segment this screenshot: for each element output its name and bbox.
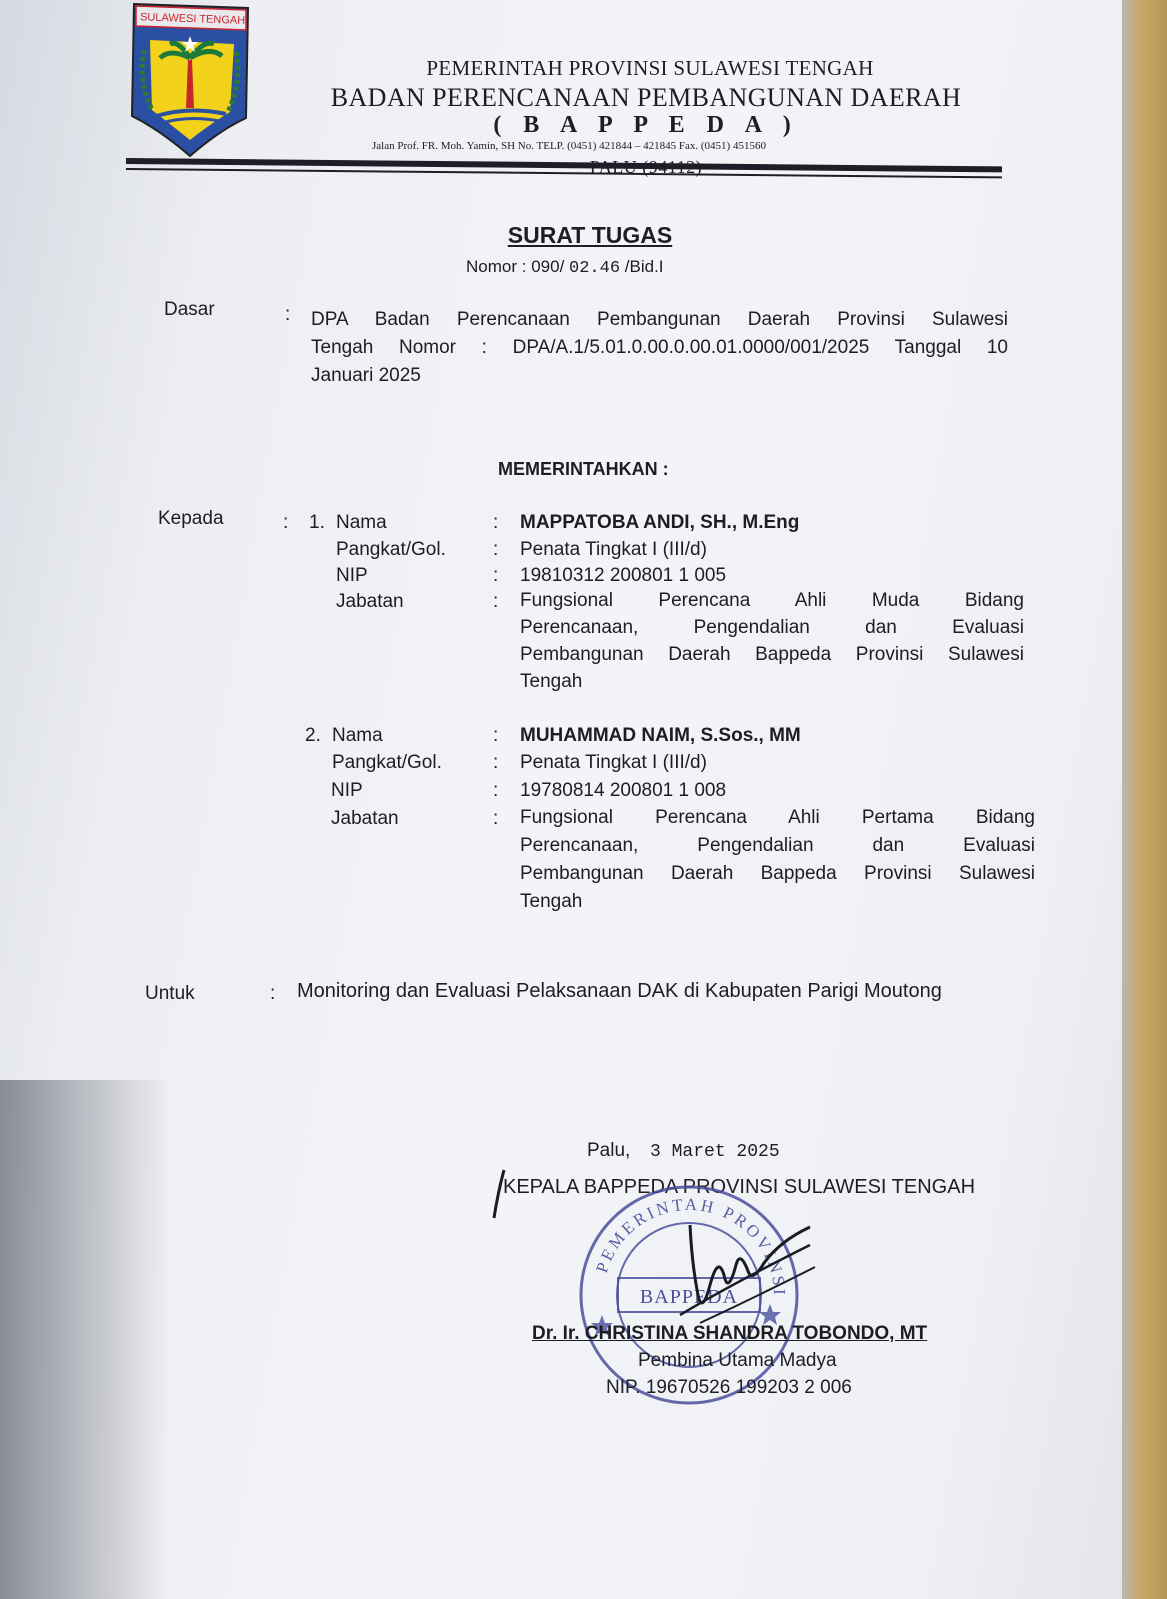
letter-title: SURAT TUGAS [507,222,673,248]
sign-date: 3 Maret 2025 [650,1142,780,1162]
untuk-label: Untuk [145,983,195,1004]
person-1-jabatan-line-2: Perencanaan, Pengendalian dan Evaluasi [520,617,1024,638]
signer-name: Dr. Ir. CHRISTINA SHANDRA TOBONDO, MT [532,1323,928,1344]
person-1-nama: MAPPATOBA ANDI, SH., M.Eng [520,512,800,533]
signer-rank: Pembina Utama Madya [638,1350,837,1371]
person-2-jabatan-line-1: Fungsional Perencana Ahli Pertama Bidang [520,807,1035,828]
person-1-nip: 19810312 200801 1 005 [520,565,727,586]
logo-label: SULAWESI TENGAH [139,11,246,27]
stamp-arc-text: PEMERINTAH PROVINSI [592,1194,790,1298]
dasar-line-3: Januari 2025 [311,365,421,386]
person-1-jabatan-label: Jabatan [336,591,404,612]
person-1-jabatan-line-1: Fungsional Perencana Ahli Muda Bidang [520,590,1024,611]
person-1-pangkat-label: Pangkat/Gol. [336,539,446,560]
nomor-prefix: 090/ [531,257,565,276]
person-1-jabatan-line-3: Pembangunan Daerah Bappeda Provinsi Sulawesi [520,644,1024,665]
person-1-nama-label: Nama [336,512,387,533]
sign-place: Palu, [587,1140,631,1161]
dasar-line-2: Tengah Nomor : DPA/A.1/5.01.0.00.0.00.01.0000/001/2025 Tanggal 10 [311,337,1008,358]
person-2-nip-label: NIP [331,780,363,801]
memerintahkan-heading: MEMERINTAHKAN : [498,459,669,479]
person-1-pangkat: Penata Tingkat I (III/d) [520,539,707,560]
letterhead-government: PEMERINTAH PROVINSI SULAWESI TENGAH [426,56,874,80]
letterhead-agency: BADAN PERENCANAAN PEMBANGUNAN DAERAH [330,83,962,112]
person-2-jabatan-colon: : [493,808,499,829]
nomor-suffix: /Bid.I [624,257,664,276]
nomor-label: Nomor : [466,257,527,276]
person-2-jabatan-line-4: Tengah [520,891,583,912]
letterhead-acronym: ( B A P P E D A ) [493,112,799,138]
person-2-pangkat-colon: : [493,752,499,773]
letter-number [466,257,664,278]
nomor-handwritten: 02.46 [569,259,621,278]
person-1-nip-label: NIP [336,565,368,586]
person-1-jabatan-colon: : [493,591,499,612]
person-1-nip-colon: : [493,565,499,586]
untuk-colon: : [270,983,276,1004]
person-2-jabatan-label: Jabatan [331,808,399,829]
handwritten-signature [640,1205,840,1335]
person-1-number: 1. [309,512,325,533]
dasar-line-1: DPA Badan Perencanaan Pembangunan Daerah Provinsi Sulawesi [311,309,1008,330]
person-2-nip: 19780814 200801 1 008 [520,780,727,801]
dasar-text [311,306,1008,390]
person-2-jabatan-line-2: Perencanaan, Pengendalian dan Evaluasi [520,835,1035,856]
kepada-colon: : [283,512,289,533]
person-2-nama: MUHAMMAD NAIM, S.Sos., MM [520,725,801,746]
photo-shadow [0,1080,170,1599]
dasar-colon: : [285,304,291,325]
person-2-pangkat-label: Pangkat/Gol. [332,752,442,773]
person-1-jabatan [520,587,1024,695]
person-2-number: 2. [305,725,321,746]
person-1-nama-colon: : [493,512,499,533]
kepada-label: Kepada [158,508,224,529]
person-1-pangkat-colon: : [493,539,499,560]
untuk-text: Monitoring dan Evaluasi Pelaksanaan DAK di Kabupaten Parigi Moutong [297,980,942,1002]
person-2-pangkat: Penata Tingkat I (III/d) [520,752,707,773]
letterhead-address: Jalan Prof. FR. Moh. Yamin, SH No. TELP. (0451) 421844 – 421845 Fax. (0451) 451560 [372,140,766,152]
person-2-jabatan-line-3: Pembangunan Daerah Bappeda Provinsi Sulawesi [520,863,1035,884]
person-2-nama-colon: : [493,725,499,746]
stamp-center-text: BAPPEDA [639,1286,739,1308]
person-2-nama-label: Nama [332,725,383,746]
person-2-jabatan [520,804,1035,916]
dasar-label: Dasar [164,299,215,320]
person-1-jabatan-line-4: Tengah [520,671,583,692]
signer-nip: NIP. 19670526 199203 2 006 [606,1377,852,1398]
person-2-nip-colon: : [493,780,499,801]
sign-position: KEPALA BAPPEDA PROVINSI SULAWESI TENGAH [503,1176,976,1198]
table-background [1122,0,1167,1599]
sulawesi-tengah-logo [130,0,252,158]
position-pen-mark [490,1168,510,1220]
